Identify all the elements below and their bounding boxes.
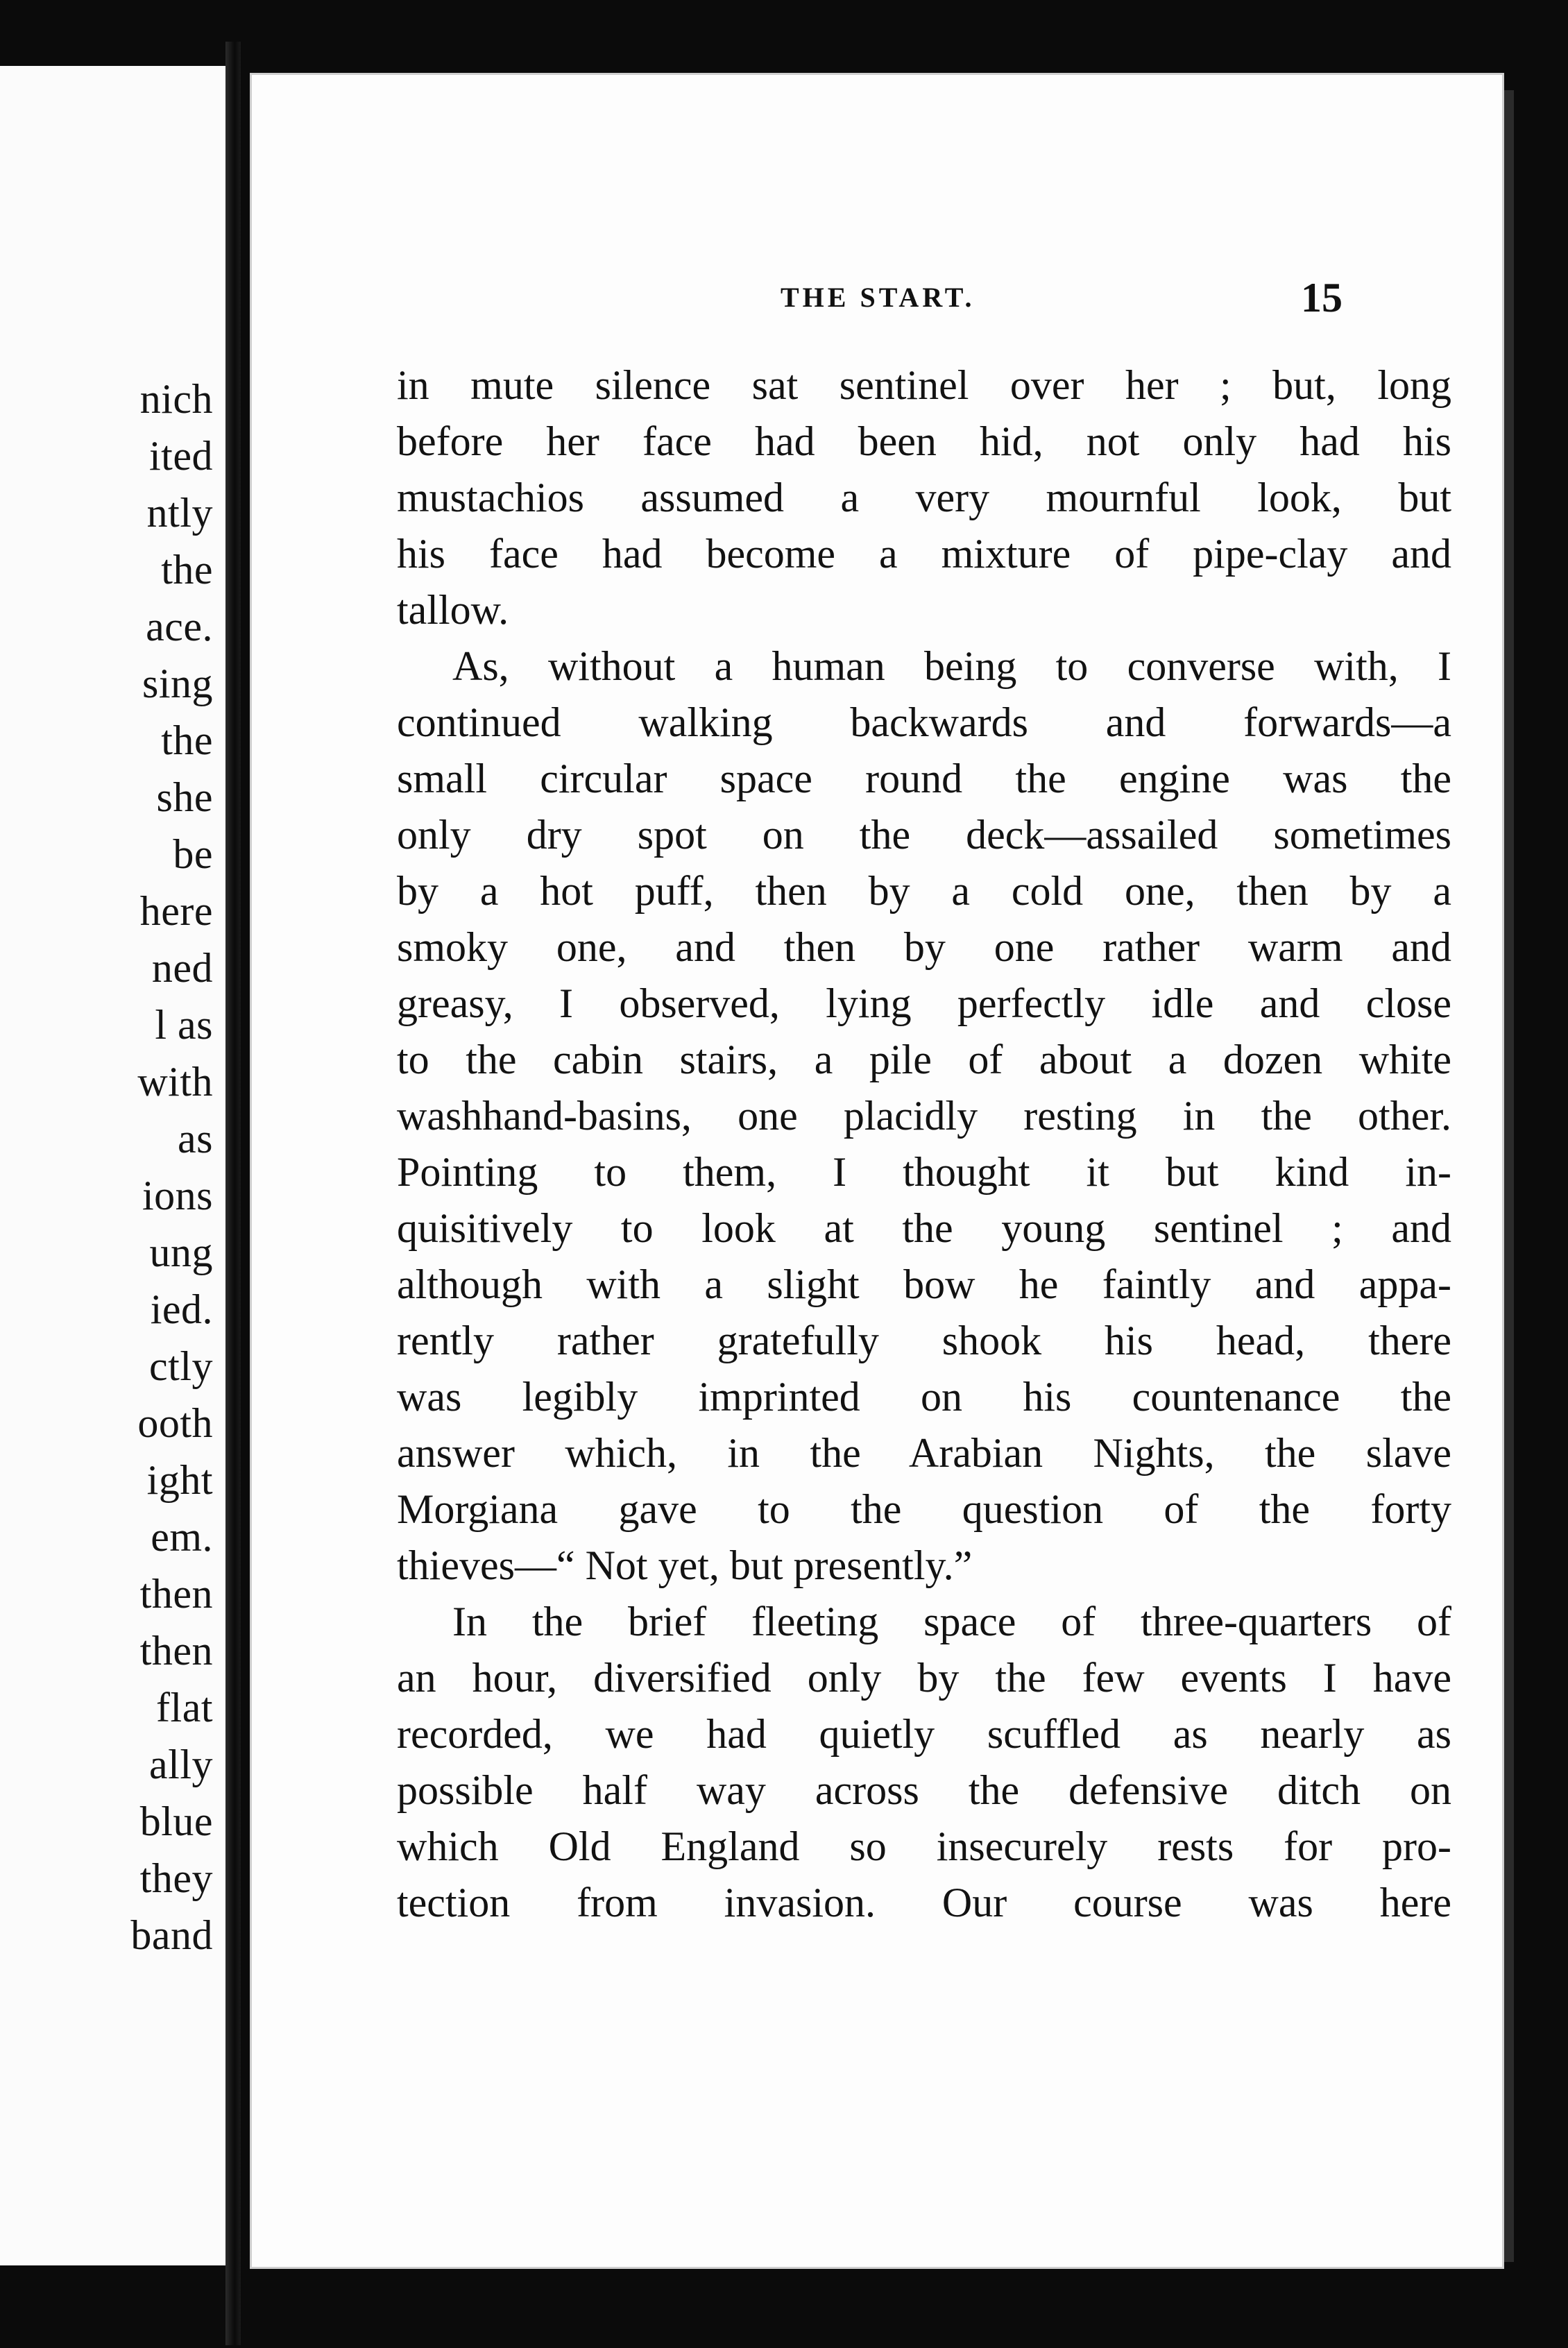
running-head: THE START. — [781, 282, 975, 313]
left-page-fragment: the — [161, 717, 213, 763]
text-line: In the brief fleeting space of three-quarters of — [452, 1599, 1451, 1644]
left-page-fragment: ung — [149, 1230, 213, 1275]
left-page-fragment: ooth — [137, 1400, 213, 1446]
left-page — [0, 66, 225, 2265]
text-line: before her face had been hid, not only had his — [397, 418, 1451, 464]
text-line: was legibly imprinted on his countenance the — [397, 1374, 1451, 1420]
text-line: quisitively to look at the young sentinel ; and — [397, 1205, 1451, 1251]
left-page-fragment: band — [130, 1912, 213, 1958]
text-line: to the cabin stairs, a pile of about a dozen white — [397, 1037, 1451, 1082]
left-page-fragment: ied. — [150, 1286, 213, 1332]
page-number: 15 — [1301, 275, 1343, 321]
left-page-fragment: ntly — [146, 490, 213, 536]
text-line: which Old England so insecurely rests for pro- — [397, 1823, 1451, 1869]
left-page-fragment: ally — [149, 1742, 213, 1787]
left-page-fragment: ight — [146, 1457, 213, 1503]
text-line: recorded, we had quietly scuffled as nearly as — [397, 1711, 1451, 1757]
text-line: washhand-basins, one placidly resting in the other. — [397, 1093, 1451, 1139]
left-page-fragment: em. — [151, 1514, 213, 1560]
text-line: greasy, I observed, lying perfectly idle and close — [397, 980, 1451, 1026]
left-page-fragment: here — [139, 888, 213, 934]
text-line: Morgiana gave to the question of the forty — [397, 1486, 1451, 1532]
text-line: small circular space round the engine was the — [397, 756, 1451, 801]
left-page-fragment: blue — [139, 1798, 213, 1844]
body-text — [397, 357, 1451, 1931]
left-page-fragment: with — [137, 1059, 213, 1105]
page-header — [250, 275, 1504, 337]
left-page-fragment: l as — [155, 1002, 213, 1048]
left-page-fragment: nich — [139, 376, 213, 422]
left-page-fragment: ions — [142, 1173, 213, 1218]
text-line: tection from invasion. Our course was here — [397, 1880, 1451, 1925]
left-page-fragment: the — [161, 547, 213, 593]
page-edge — [1504, 90, 1514, 2262]
text-line: rently rather gratefully shook his head, there — [397, 1318, 1451, 1363]
text-line: only dry spot on the deck—assailed sometimes — [397, 812, 1451, 858]
left-page-fragment: ned — [151, 945, 213, 991]
text-line: his face had become a mixture of pipe-clay and — [397, 531, 1451, 577]
text-line: tallow. — [397, 587, 509, 633]
text-line: smoky one, and then by one rather warm and — [397, 924, 1451, 970]
right-page — [250, 73, 1504, 2269]
text-line: in mute silence sat sentinel over her ; but, long — [397, 362, 1451, 408]
left-page-fragment: ctly — [149, 1343, 213, 1389]
text-line: answer which, in the Arabian Nights, the slave — [397, 1430, 1451, 1476]
text-line: possible half way across the defensive ditch on — [397, 1767, 1451, 1813]
left-page-fragment: ace. — [146, 604, 213, 649]
text-line: continued walking backwards and forwards—a — [397, 699, 1451, 745]
text-line: As, without a human being to converse with, I — [452, 643, 1451, 689]
left-page-fragment: be — [173, 831, 213, 877]
text-line: mustachios assumed a very mournful look, but — [397, 475, 1451, 520]
book-spine — [225, 42, 241, 2345]
text-line: an hour, diversified only by the few events I have — [397, 1655, 1451, 1701]
left-page-fragment: flat — [156, 1685, 213, 1730]
left-page-fragment: sing — [142, 661, 213, 706]
text-line: by a hot puff, then by a cold one, then by a — [397, 868, 1451, 914]
left-page-fragment: she — [156, 774, 213, 820]
text-line: although with a slight bow he faintly and appa- — [397, 1261, 1451, 1307]
left-page-fragment: they — [139, 1855, 213, 1901]
text-line: thieves—“ Not yet, but presently.” — [397, 1542, 973, 1588]
left-page-fragment: ited — [149, 433, 213, 479]
left-page-fragment: as — [178, 1116, 213, 1162]
text-line: Pointing to them, I thought it but kind in- — [397, 1149, 1451, 1195]
left-page-fragment: then — [139, 1571, 213, 1617]
left-page-fragment: then — [139, 1628, 213, 1674]
